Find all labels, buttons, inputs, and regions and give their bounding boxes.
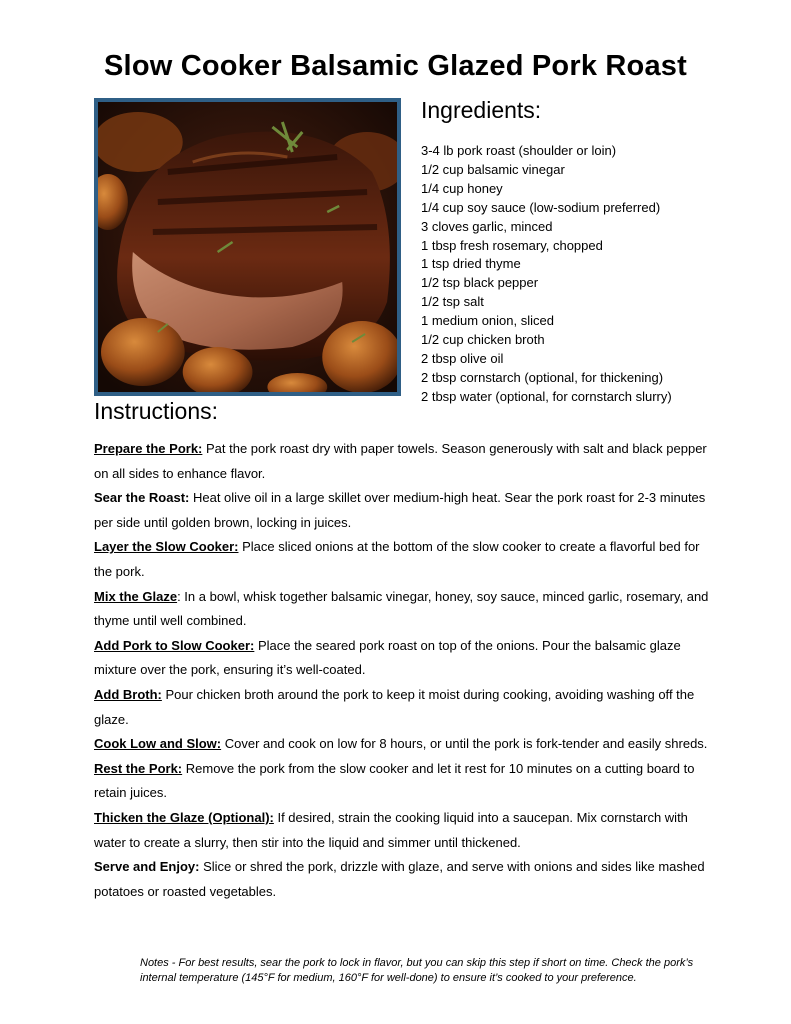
step-text: Place the seared pork roast on top of the onions. Pour the balsamic glaze mixture over the pork, ensuring it’s well-coated. [94, 637, 681, 678]
ingredient-item: 2 tbsp cornstarch (optional, for thickening) [421, 369, 664, 385]
ingredient-item: 1/2 cup chicken broth [421, 332, 545, 348]
pork-roast-photo [94, 98, 401, 396]
step-text: : In a bowl, whisk together balsamic vinegar, honey, soy sauce, minced garlic, rosemary, and thyme until well combined. [94, 588, 709, 629]
step-text: If desired, strain the cooking liquid into a saucepan. Mix cornstarch with water to create a slurry, then stir into the liquid and simmer until thickened. [94, 809, 688, 850]
ingredient-item: 3 cloves garlic, minced [421, 218, 553, 234]
instruction-step [94, 535, 714, 584]
instruction-step [94, 757, 714, 806]
step-text: Pour chicken broth around the pork to keep it moist during cooking, avoiding washing off the glaze. [94, 686, 695, 727]
step-label: Add Broth: [94, 686, 162, 702]
step-label: Serve and Enjoy: [94, 859, 200, 875]
ingredient-item: 2 tbsp water (optional, for cornstarch slurry) [421, 388, 672, 404]
ingredient-item: 1 tbsp fresh rosemary, chopped [421, 237, 603, 253]
step-label: Cook Low and Slow: [94, 736, 222, 752]
instructions-list [94, 437, 714, 904]
ingredients-heading: Ingredients: [421, 97, 542, 123]
ingredient-item: 1 tsp dried thyme [421, 256, 521, 272]
ingredient-item: 1/2 tsp salt [421, 294, 484, 310]
pork-roast-illustration [98, 102, 397, 392]
ingredient-item: 1/2 cup balsamic vinegar [421, 161, 565, 177]
instruction-step [94, 732, 714, 757]
step-text: Pat the pork roast dry with paper towels. Season generously with salt and black pepper on all sides to enhance flavor. [94, 441, 707, 481]
step-label: Mix the Glaze [94, 588, 178, 604]
ingredient-item: 1/2 tsp black pepper [421, 275, 539, 291]
step-text: Remove the pork from the slow cooker and let it rest for 10 minutes on a cutting board to retain juices. [94, 760, 695, 801]
instructions-heading: Instructions: [94, 398, 218, 424]
recipe-title: Slow Cooker Balsamic Glazed Pork Roast [104, 50, 687, 82]
instruction-step [94, 855, 714, 904]
ingredient-item: 1/4 cup honey [421, 180, 503, 196]
step-label: Layer the Slow Cooker: [94, 539, 239, 555]
instruction-step [94, 585, 714, 634]
step-text: Cover and cook on low for 8 hours, or until the pork is fork-tender and easily shreds. [221, 736, 708, 752]
step-label: Add Pork to Slow Cooker: [94, 637, 255, 653]
ingredient-item: 1 medium onion, sliced [421, 313, 554, 329]
step-label: Prepare the Pork: [94, 441, 203, 456]
ingredient-item: 3-4 lb pork roast (shoulder or loin) [421, 143, 617, 158]
step-text: Place sliced onions at the bottom of the slow cooker to create a flavorful bed for the pork. [94, 539, 700, 579]
instruction-step [94, 486, 714, 535]
instruction-step [94, 683, 714, 732]
ingredient-item: 1/4 cup soy sauce (low-sodium preferred) [421, 199, 661, 215]
step-label: Sear the Roast: [94, 490, 190, 506]
ingredients-list [421, 142, 672, 407]
step-text: Slice or shred the pork, drizzle with glaze, and serve with onions and sides like mashed potatoes or roasted vegetables. [94, 859, 705, 899]
ingredient-item: 2 tbsp olive oil [421, 350, 504, 366]
instruction-step [94, 806, 714, 855]
step-label: Thicken the Glaze (Optional): [94, 809, 274, 825]
recipe-notes: Notes - For best results, sear the pork to lock in flavor, but you can skip this step if short on time. Check the pork’s internal temperature (145°F for medium, 160°F for well-done) to ensure it’s cooked to your preference. [140, 957, 694, 984]
step-label: Rest the Pork: [94, 760, 183, 776]
step-text: Heat olive oil in a large skillet over medium-high heat. Sear the pork roast for 2-3 minutes per side until golden brown, locking in juices. [94, 490, 706, 530]
instruction-step [94, 634, 714, 683]
instruction-step [94, 437, 714, 486]
